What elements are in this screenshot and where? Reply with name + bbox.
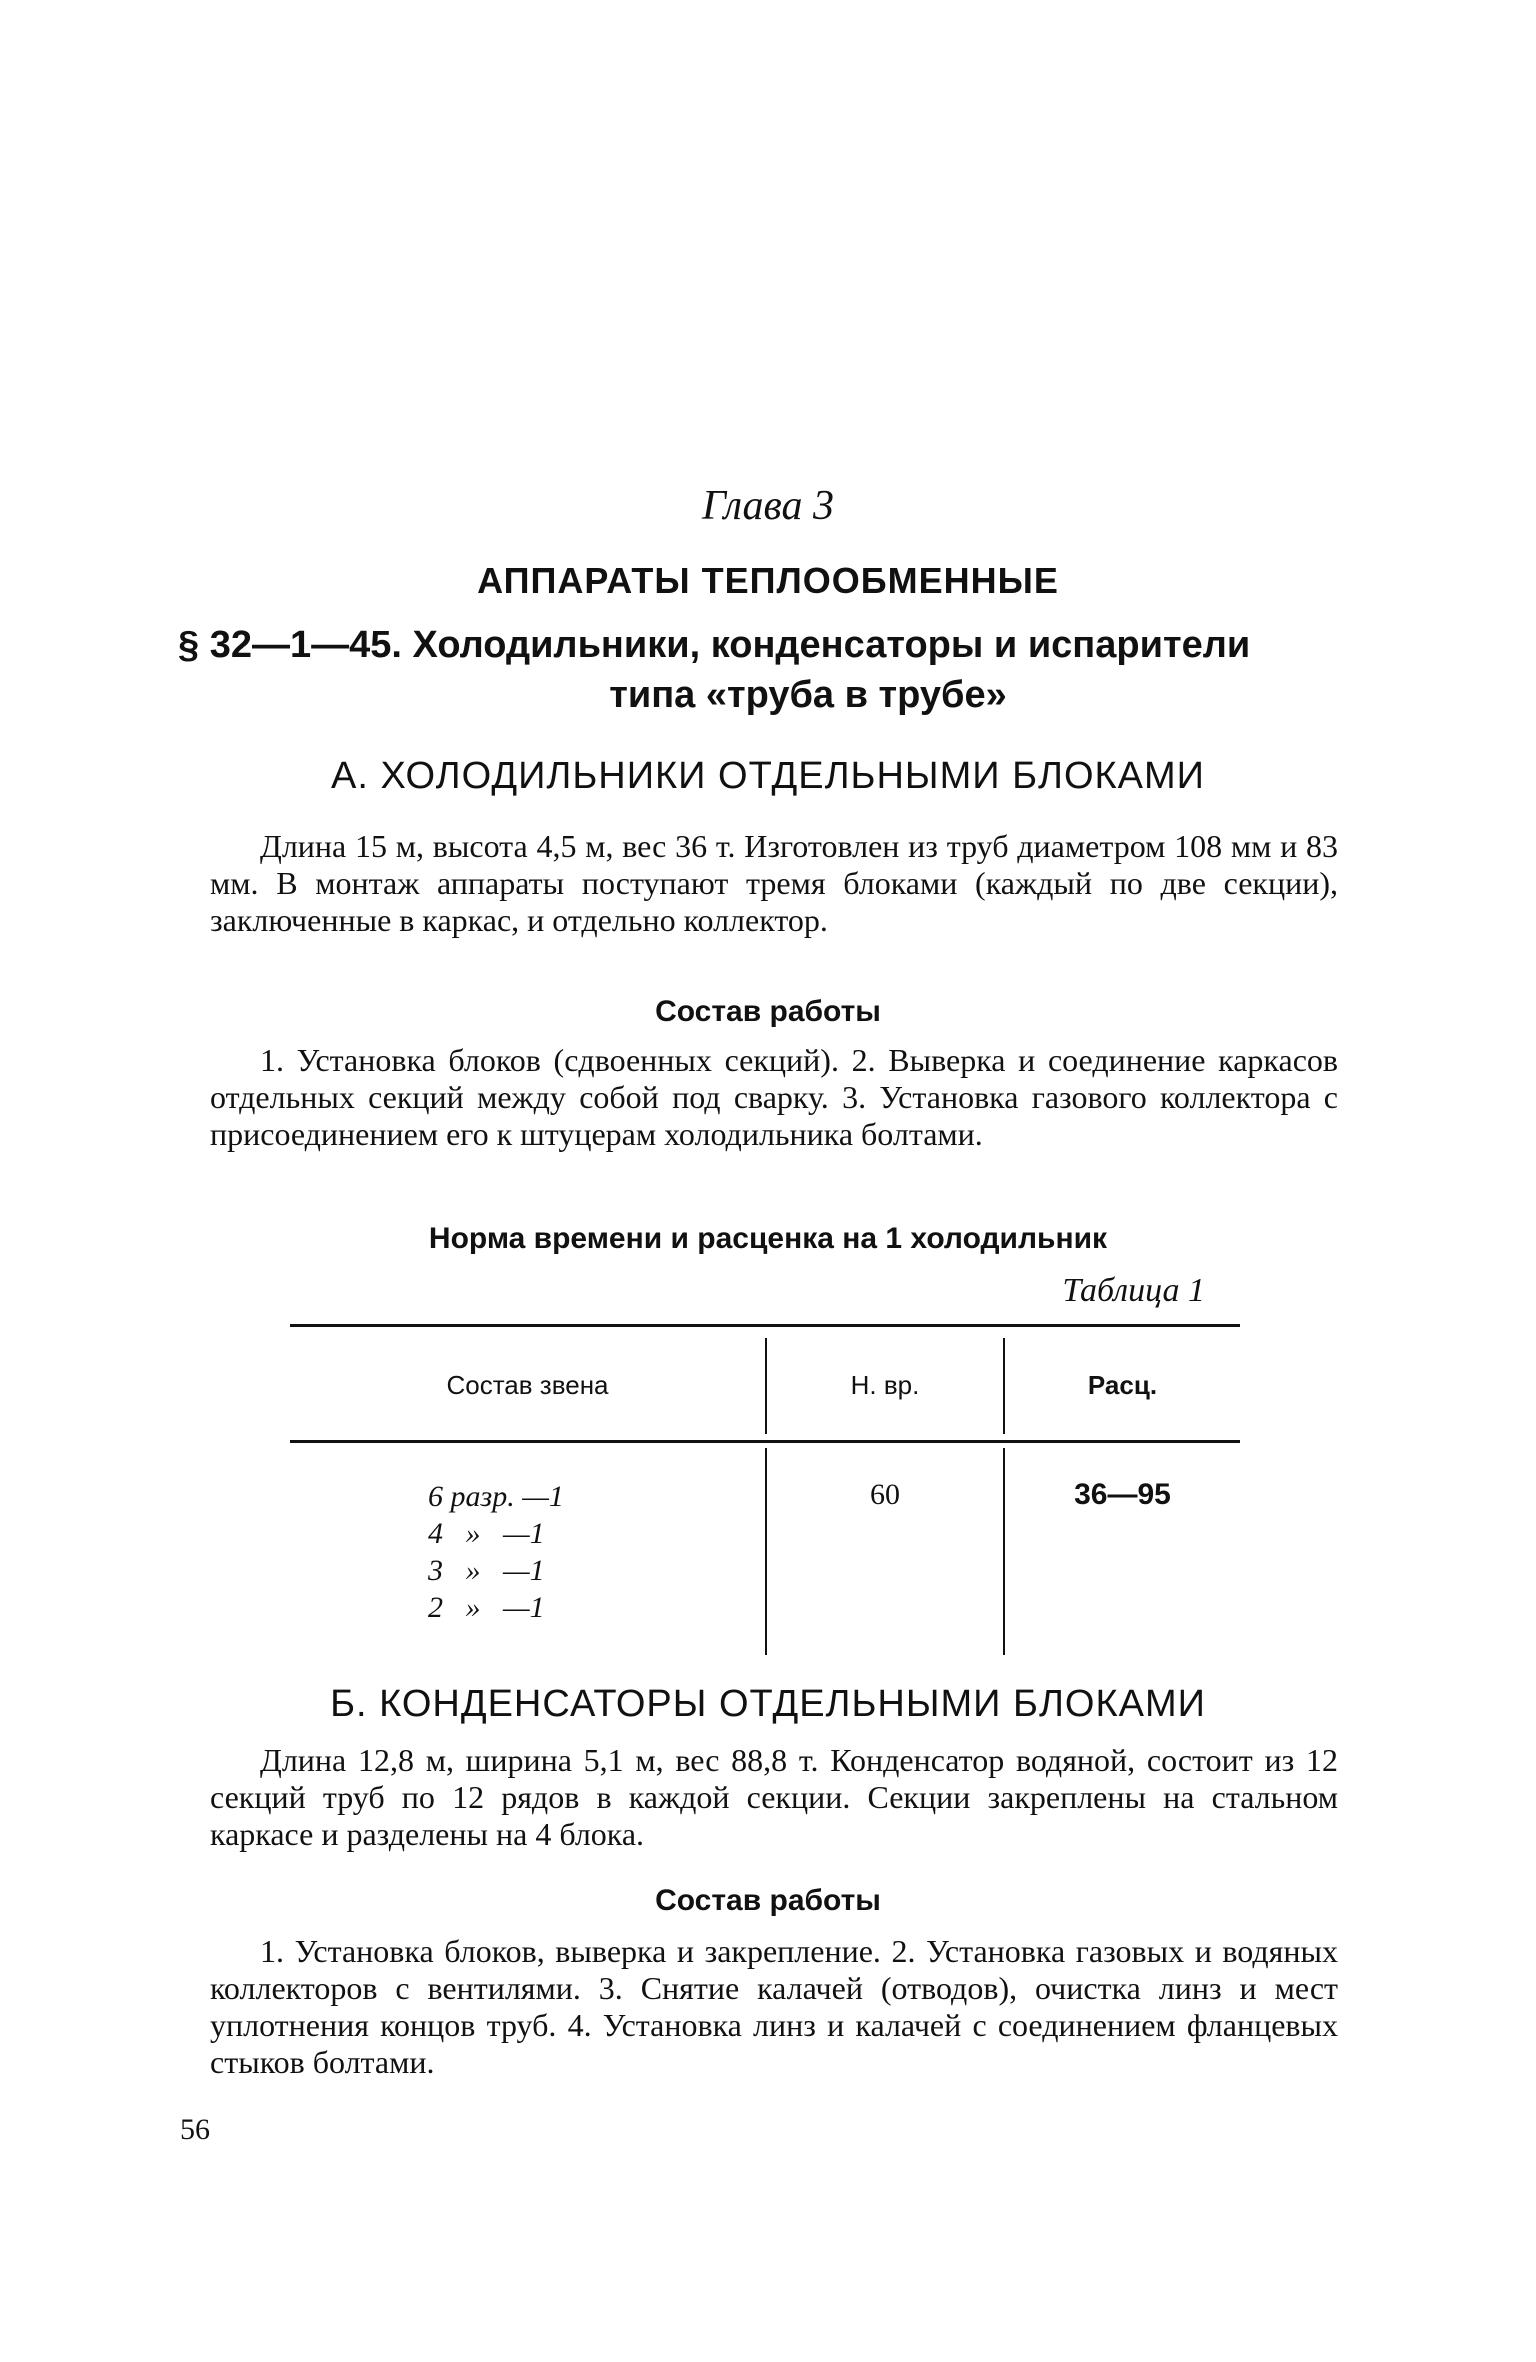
crew-row: 3 » —1	[428, 1554, 545, 1587]
part-b-description-text: Длина 12,8 м, ширина 5,1 м, вес 88,8 т. Конденсатор водяной, состоит из 12 секций труб по 12 рядов в каждой секции. Секции закреплены на стальном каркасе и разделены на 4 блока.	[210, 1742, 1338, 1852]
part-a-description-text: Длина 15 м, высота 4,5 м, вес 36 т. Изготовлен из труб диаметром 108 мм и 83 мм. В монтаж аппараты поступают тремя блоками (каждый по две секции), заключенные в каркас, и отдельно коллектор.	[210, 828, 1338, 938]
table-header-time: Н. вр.	[850, 1370, 920, 1400]
norm-heading: Норма времени и расценка на 1 холодильник	[428, 1222, 1108, 1255]
paragraph-title-line1: Холодильники, конденсаторы и испарители	[412, 624, 1251, 666]
table-header-crew: Состав звена	[446, 1370, 609, 1400]
part-b-work-heading: Состав работы	[655, 1884, 881, 1917]
crew-row: 6 разр. —1	[428, 1480, 564, 1513]
part-a-work-text: 1. Установка блоков (сдвоенных секций). 2. Выверка и соединение каркасов отдельных секций между собой под сварку. 3. Установка газового коллектора с присоединением его к штуцерам холодильника болтами.	[210, 1042, 1338, 1152]
part-b-description	[210, 1742, 1338, 1853]
paragraph-number: § 32—1—45.	[178, 624, 402, 666]
table-crew-cell	[428, 1478, 648, 1626]
part-a-description	[210, 828, 1338, 939]
part-a-work-heading: Состав работы	[655, 995, 881, 1028]
table-rate: 36—95	[1074, 1478, 1171, 1511]
table-time-norm: 60	[870, 1478, 900, 1511]
crew-row: 2 » —1	[428, 1591, 545, 1624]
part-b-work	[210, 1933, 1338, 2081]
part-b-work-text: 1. Установка блоков, выверка и закрепление. 2. Установка газовых и водяных коллекторов с вентилями. 3. Снятие калачей (отводов), очистка линз и мест уплотнения концов труб. 4. Установка линз и калачей с соединением фланцевых стыков болтами.	[210, 1933, 1338, 2080]
table-top-rule	[290, 1324, 1240, 1327]
chapter-heading: Глава 3	[702, 483, 834, 529]
crew-row: 4 » —1	[428, 1517, 545, 1550]
paragraph-title-line2: типа «труба в трубе»	[609, 674, 1007, 716]
table-label: Таблица 1	[1062, 1272, 1205, 1309]
section-title: АППАРАТЫ ТЕПЛООБМЕННЫЕ	[477, 560, 1059, 601]
table-header-rate: Расц.	[1087, 1370, 1158, 1400]
paragraph-heading	[178, 620, 1378, 720]
page-number: 56	[180, 2113, 210, 2146]
part-b-title: Б. КОНДЕНСАТОРЫ ОТДЕЛЬНЫМИ БЛОКАМИ	[330, 1683, 1206, 1725]
table-header-rule	[290, 1440, 1240, 1443]
part-a-title: А. ХОЛОДИЛЬНИКИ ОТДЕЛЬНЫМИ БЛОКАМИ	[331, 755, 1205, 797]
part-a-work	[210, 1042, 1338, 1153]
